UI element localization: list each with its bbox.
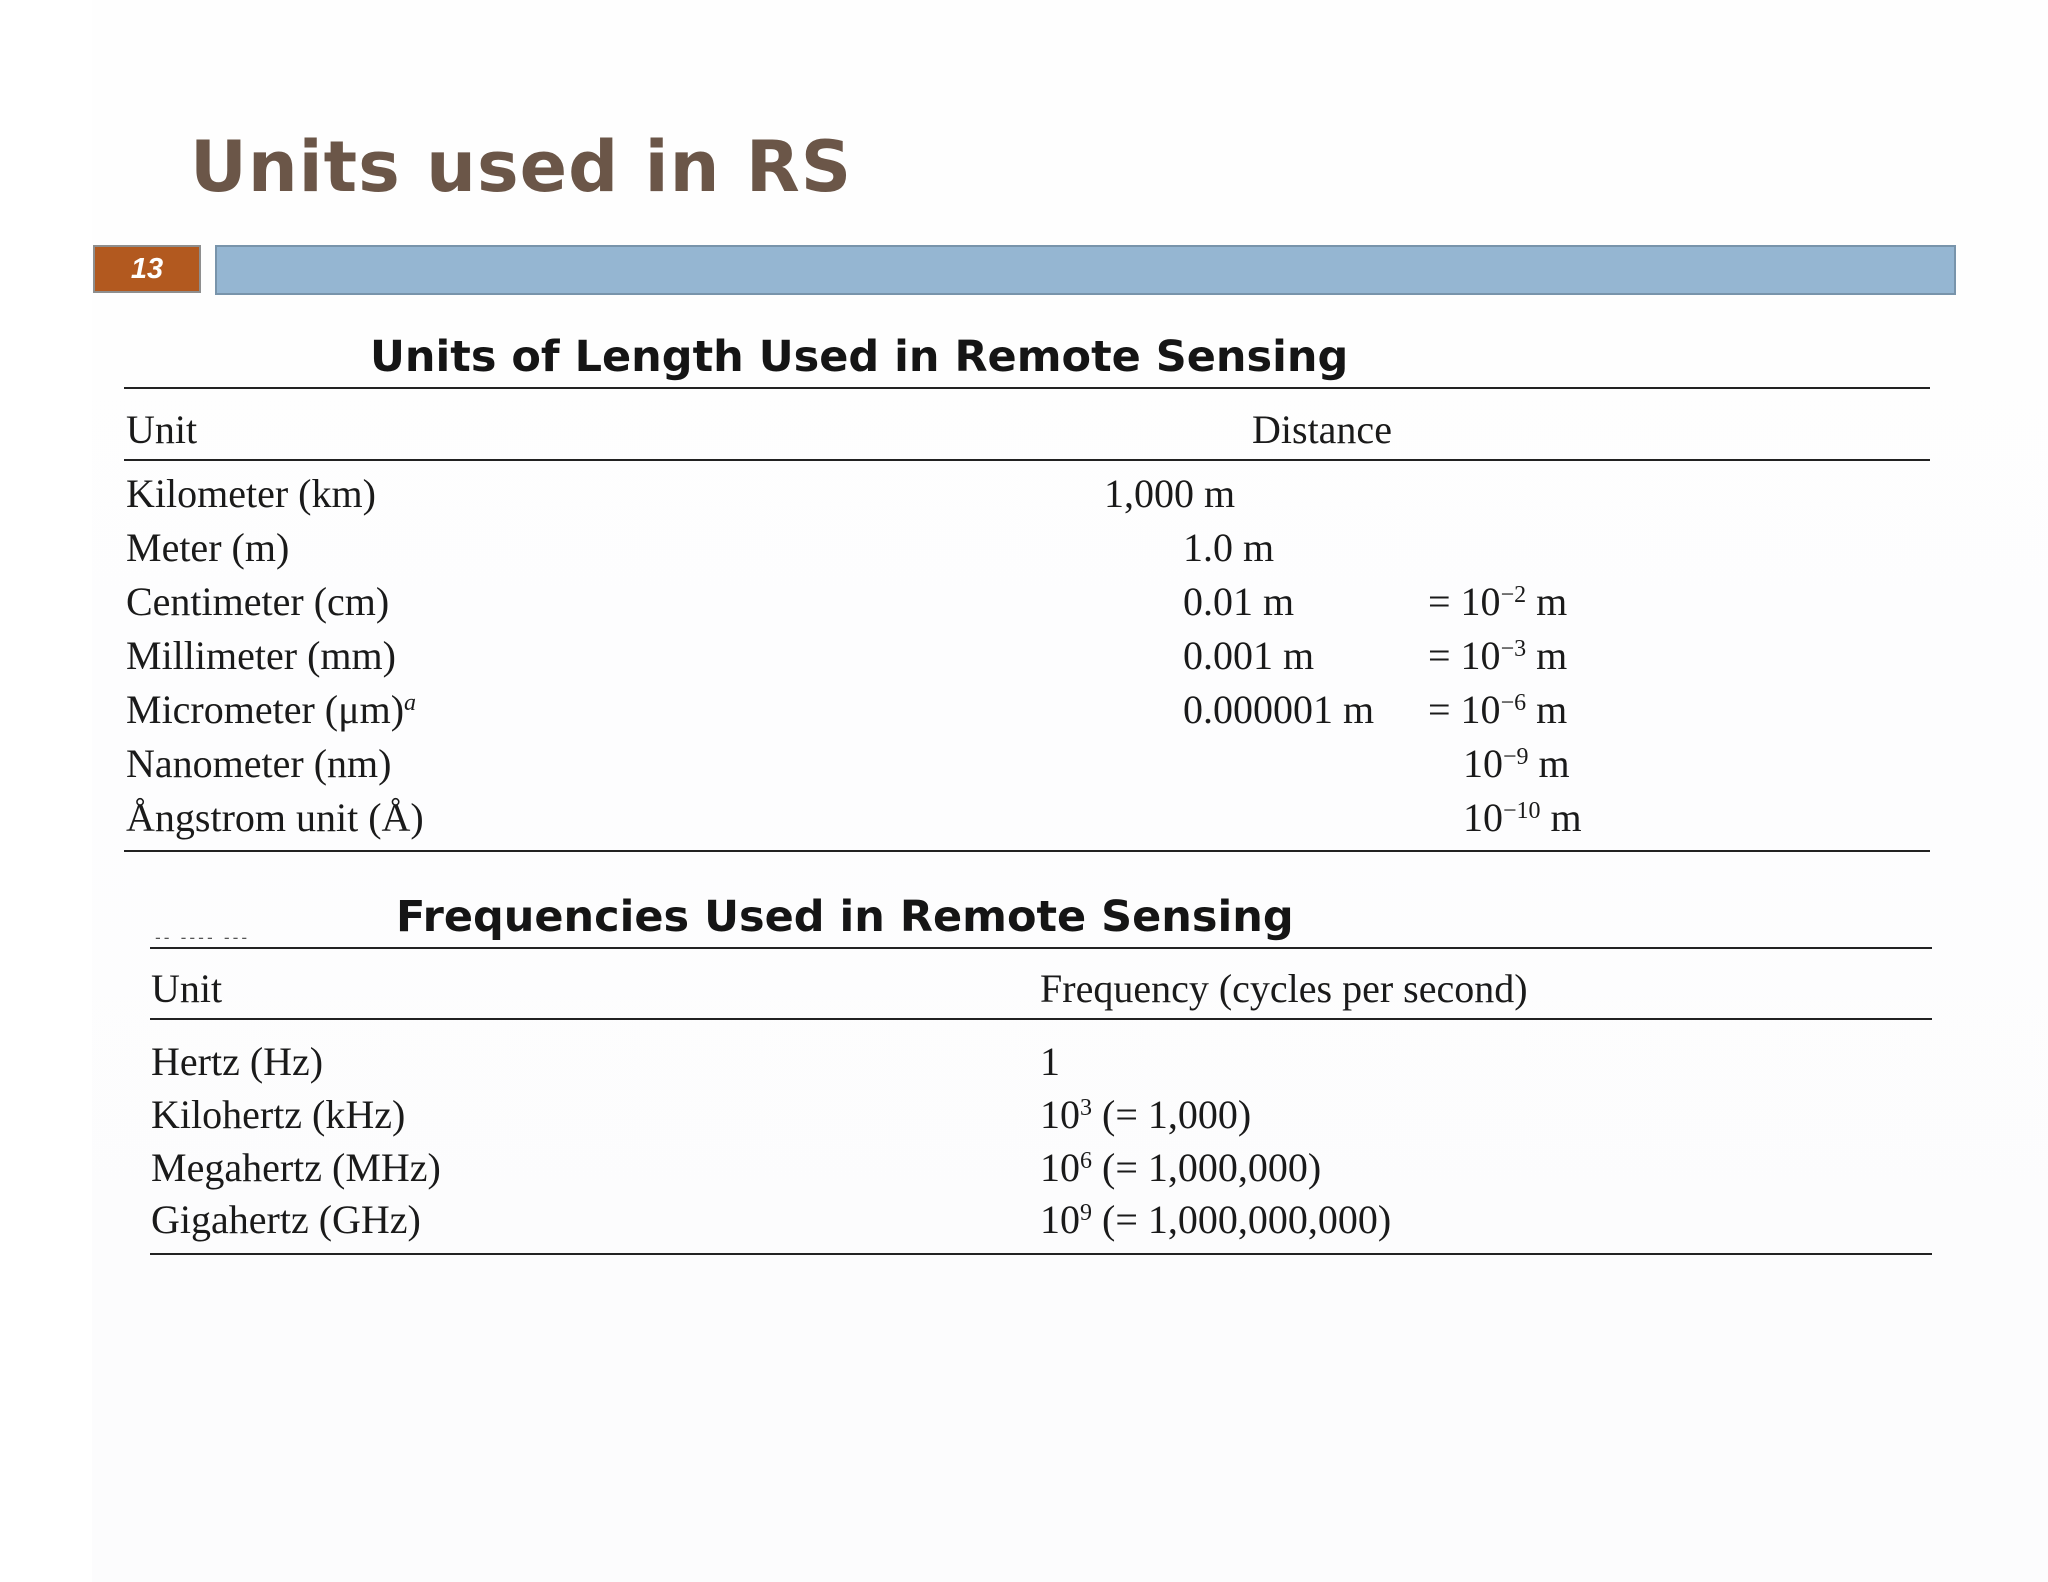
frequency-unit: Gigahertz (GHz) — [151, 1197, 421, 1242]
length-distance: 0.000001 m — [1183, 687, 1375, 732]
slide-background — [92, 0, 2048, 1582]
length-power-of-ten: = $10^{-6}$ m — [1428, 687, 1568, 732]
column-header-frequency: Frequency (cycles per second) — [1040, 966, 1528, 1011]
table-rule — [150, 1018, 1932, 1020]
length-unit: Nanometer (nm) — [126, 741, 392, 786]
slide-title: Units used in RS — [190, 126, 853, 208]
length-power-of-ten: $10^{-9}$ m — [1463, 741, 1570, 786]
frequency-value: 1 — [1040, 1039, 1060, 1084]
length-power-of-ten: $10^{-10}$ m — [1463, 795, 1582, 840]
frequency-unit: Megahertz (MHz) — [151, 1145, 441, 1190]
length-unit: Millimeter (mm) — [126, 633, 396, 678]
table-rule — [150, 947, 1932, 949]
frequency-unit: Kilohertz (kHz) — [151, 1092, 406, 1137]
table-rule — [124, 387, 1930, 389]
length-table-caption: Units of Length Used in Remote Sensing — [370, 332, 1349, 382]
length-distance: 1,000 m — [1104, 471, 1236, 516]
length-distance: 0.001 m — [1183, 633, 1315, 678]
length-unit: Centimeter (cm) — [126, 579, 390, 624]
frequency-value: $10^6$ (= 1,000,000) — [1040, 1145, 1322, 1190]
frequency-value: $10^3$ (= 1,000) — [1040, 1092, 1252, 1137]
table-rule — [150, 1253, 1932, 1255]
length-distance: 0.01 m — [1183, 579, 1295, 624]
length-power-of-ten: = $10^{-3}$ m — [1428, 633, 1568, 678]
table-rule — [124, 850, 1930, 852]
length-unit: Kilometer (km) — [126, 471, 376, 516]
length-unit: Micrometer $(\mu m)^a$ — [126, 687, 417, 732]
column-header-unit: Unit — [151, 966, 223, 1011]
column-header-distance: Distance — [1252, 407, 1392, 452]
table-rule — [124, 459, 1930, 461]
frequency-table-caption: Frequencies Used in Remote Sensing — [396, 892, 1294, 942]
length-distance: 1.0 m — [1183, 525, 1275, 570]
length-unit: Ångstrom unit (Å) — [126, 795, 424, 840]
column-header-unit: Unit — [126, 407, 198, 452]
header-accent-bar — [215, 245, 1956, 295]
frequency-unit: Hertz (Hz) — [151, 1039, 324, 1084]
length-unit: Meter (m) — [126, 525, 290, 570]
page-number-badge: 13 — [93, 245, 201, 293]
caption-fragment: -- ---- --- — [155, 928, 251, 947]
length-power-of-ten: = $10^{-2}$ m — [1428, 579, 1568, 624]
frequency-value: $10^9$ (= 1,000,000,000) — [1040, 1197, 1392, 1242]
